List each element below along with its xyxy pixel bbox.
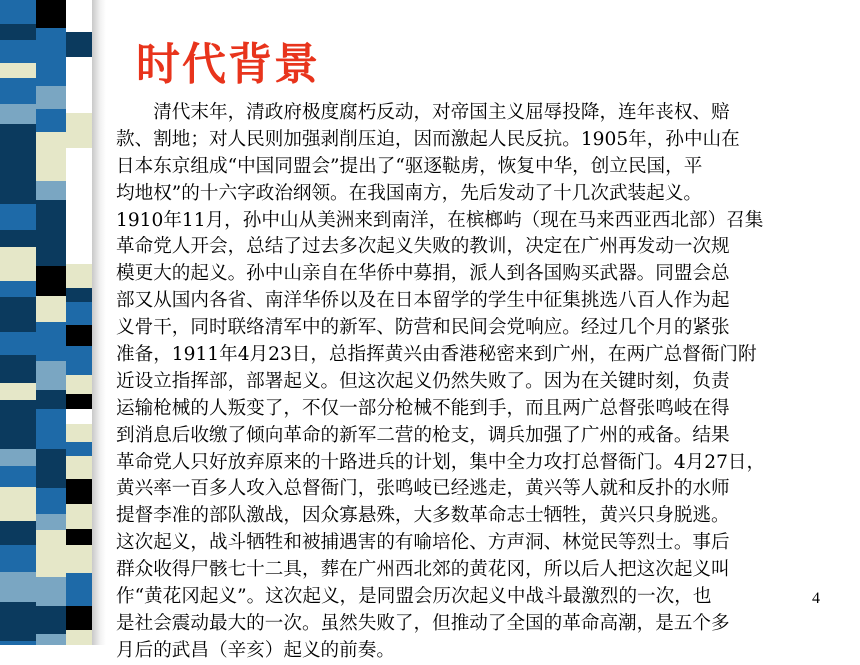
stripe-block — [36, 181, 66, 200]
stripe-block — [0, 449, 36, 466]
stripe-block — [36, 343, 66, 361]
stripe-block — [0, 502, 36, 521]
body-line: 日本东京组成“中国同盟会”提出了“驱逐鞑虏，恢复中华，创立民国，平 — [116, 155, 703, 177]
stripe-block — [36, 232, 66, 266]
body-line: 1910年11月，孙中山从美洲来到南洋，在槟榔屿（现在马来西亚西北部）召集 — [116, 209, 764, 231]
stripe-block — [66, 198, 92, 215]
stripe-block — [36, 606, 66, 634]
stripe-block — [36, 409, 66, 423]
body-line: 部又从国内各省、南洋华侨以及在日本留学的学生中征集挑选八百人作为起 — [116, 290, 730, 312]
stripe-block — [36, 449, 66, 464]
stripe-block — [0, 641, 36, 645]
stripe-block — [36, 514, 66, 530]
stripe-block — [36, 634, 66, 645]
stripe-block — [66, 89, 92, 113]
stripe-block — [0, 124, 36, 152]
stripe-shadow — [92, 0, 106, 645]
stripe-block — [36, 361, 66, 390]
body-line: 运输枪械的人叛变了，不仅一部分枪械不能到手，而且两广总督张鸣岐在得 — [116, 397, 730, 419]
body-line: 黄兴率一百多人攻入总督衙门，张鸣岐已经逃走，黄兴等人就和反扑的水师 — [116, 478, 730, 500]
stripe-block — [0, 152, 36, 176]
stripe-block — [66, 346, 92, 375]
stripe-block — [0, 487, 36, 502]
stripe-block — [36, 0, 66, 28]
stripe-block — [0, 355, 36, 383]
stripe-block — [66, 264, 92, 288]
stripe-block — [66, 545, 92, 573]
body-line: 到消息后收缴了倾向革命的新军二营的枪支，调兵加强了广州的戒备。结果 — [116, 424, 730, 446]
body-line: 革命党人只好放弃原来的十路进兵的计划，集中全力攻打总督衙门。4月27日， — [116, 451, 766, 473]
stripe-block — [0, 572, 36, 602]
stripe-block — [0, 383, 36, 400]
stripe-block — [66, 288, 92, 302]
body-line: 义骨干，同时联络清军中的新军、防营和民间会党响应。经过几个月的紧张 — [116, 317, 730, 339]
stripe-block — [66, 17, 92, 32]
stripe-block — [0, 618, 36, 641]
stripe-block — [0, 63, 36, 78]
body-line: 作“黄花冈起义”。这次起义，是同盟会历次起义中战斗最激烈的一次，也 — [116, 586, 712, 608]
body-line: 清代末年，清政府极度腐朽反动，对帝国主义屈辱投降，连年丧权、赔 — [116, 102, 730, 123]
stripe-block — [66, 606, 92, 630]
body-line: 群众收得尸骸七十二具，葬在广州西北郊的黄花冈，所以后人把这次起义叫 — [116, 559, 730, 581]
body-line: 模更大的起义。孙中山亲自在华侨中募捐，派人到各国购买武器。同盟会总 — [116, 263, 730, 285]
body-line: 革命党人开会，总结了过去多次起义失败的教训，决定在广州再发动一次规 — [116, 236, 730, 258]
stripe-block — [36, 464, 66, 488]
stripe-block — [0, 247, 36, 281]
body-line: 均地权”的十六字政治纲领。在我国南方，先后发动了十几次武装起义。 — [116, 182, 702, 204]
stripe-block — [36, 390, 66, 409]
stripe-block — [66, 57, 92, 89]
stripe-block — [66, 325, 92, 346]
stripe-block — [66, 215, 92, 242]
body-line: 准备，1911年4月23日，总指挥黄兴由香港秘密来到广州，在两广总督衙门附 — [116, 344, 757, 366]
stripe-block — [0, 423, 36, 449]
page-number: 4 — [812, 590, 820, 607]
stripe-block — [66, 630, 92, 645]
stripe-block — [36, 266, 66, 296]
stripe-block — [66, 133, 92, 148]
stripe-block — [66, 394, 92, 409]
stripe-block — [0, 24, 36, 40]
stripe-block — [36, 28, 66, 63]
stripe-block — [36, 577, 66, 606]
stripe-block — [36, 322, 66, 343]
stripe-block — [66, 148, 92, 167]
stripe-block — [66, 167, 92, 198]
stripe-block — [36, 109, 66, 132]
stripe-block — [0, 545, 36, 572]
stripe-block — [66, 573, 92, 606]
stripe-block — [0, 0, 36, 24]
body-line: 是社会震动最大的一次。虽然失败了，但推动了全国的革命高潮，是五个多 — [116, 612, 730, 634]
stripe-block — [66, 375, 92, 394]
stripe-block — [0, 466, 36, 487]
stripe-block — [66, 302, 92, 325]
stripe-block — [36, 86, 66, 109]
stripe-block — [0, 230, 36, 247]
stripe-block — [66, 456, 92, 479]
stripe-block — [66, 529, 92, 545]
decorative-stripe-band — [0, 0, 92, 645]
stripe-block — [0, 521, 36, 545]
stripe-block — [36, 132, 66, 151]
stripe-block — [66, 113, 92, 133]
body-line: 近设立指挥部，部署起义。但这次起义仍然失败了。因为在关键时刻，负责 — [116, 370, 730, 392]
stripe-block — [0, 204, 36, 230]
body-line: 款、割地；对人民则加强剥削压迫，因而激起人民反抗。1905年，孙中山在 — [116, 128, 740, 150]
stripe-block — [66, 479, 92, 504]
stripe-block — [0, 400, 36, 423]
stripe-block — [36, 423, 66, 449]
stripe-block — [66, 0, 92, 17]
stripe-block — [0, 40, 36, 63]
stripe-block — [66, 504, 92, 529]
stripe-block — [36, 296, 66, 322]
stripe-block — [36, 151, 66, 181]
stripe-block — [66, 32, 92, 57]
stripe-block — [36, 63, 66, 86]
body-text — [116, 100, 850, 665]
stripe-block — [0, 78, 36, 104]
stripe-block — [0, 104, 36, 124]
stripe-block — [66, 409, 92, 424]
stripe-block — [36, 563, 66, 577]
body-line: 月后的武昌（辛亥）起义的前奏。 — [116, 639, 395, 661]
stripe-block — [0, 281, 36, 297]
body-line: 提督李准的部队激战，因众寡悬殊，大多数革命志士牺牲，黄兴只身脱逃。 — [116, 505, 730, 527]
slide-title: 时代背景 — [136, 39, 320, 90]
stripe-block — [66, 242, 92, 264]
stripe-block — [0, 332, 36, 355]
stripe-block — [0, 176, 36, 204]
stripe-block — [66, 442, 92, 456]
stripe-block — [36, 530, 66, 563]
body-line: 这次起义，战斗牺牲和被捕遇害的有喻培伦、方声洞、林觉民等烈士。事后 — [116, 532, 730, 554]
stripe-block — [36, 488, 66, 514]
stripe-block — [0, 297, 36, 332]
stripe-block — [0, 602, 36, 618]
stripe-block — [36, 200, 66, 232]
stripe-block — [66, 424, 92, 442]
